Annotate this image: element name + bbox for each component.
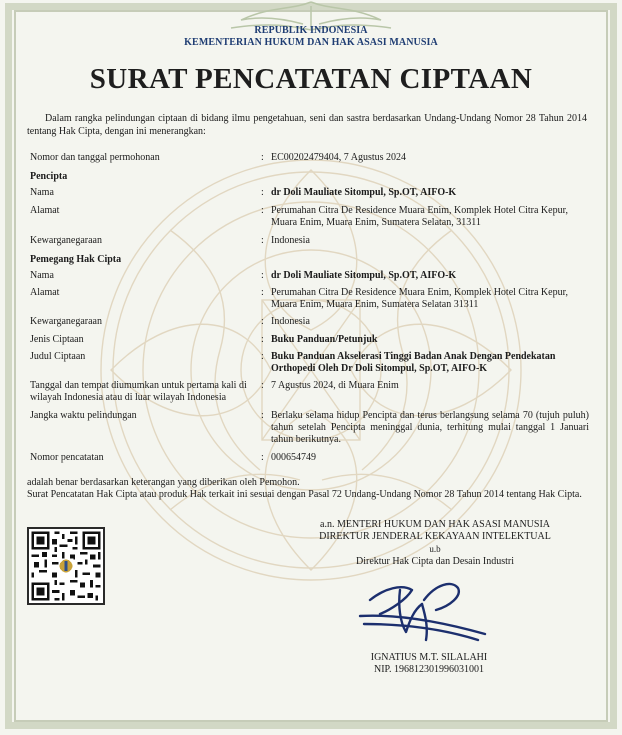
holder-address-label: Alamat (30, 287, 60, 298)
protection-label: Jangka waktu pelindungan (30, 410, 137, 421)
signatory-line-1: a.n. MENTERI HUKUM DAN HAK ASASI MANUSIA (320, 519, 550, 530)
holder-name-value: dr Doli Mauliate Sitompul, Sp.OT, AIFO-K (271, 270, 457, 281)
holder-citizenship-label: Kewarganegaraan (30, 316, 102, 327)
work-title-value: Buku Panduan Akselerasi Tinggi Badan Anak Dengan Pendekatan Orthopedi Oleh Dr Doli Sitompul, Sp.OT, AIFO-K (271, 351, 556, 374)
signatory-name: IGNATIUS M.T. SILALAHI (370, 652, 488, 663)
colon: : (261, 380, 264, 391)
work-type-value: Buku Panduan/Petunjuk (271, 334, 378, 345)
record-number-value: 000654749 (271, 452, 316, 463)
application-value: EC00202479404, 7 Agustus 2024 (271, 152, 407, 163)
work-type-label: Jenis Ciptaan (30, 334, 84, 345)
signatory-line-3: u.b (429, 544, 441, 554)
holder-address-value: Perumahan Citra De Residence Muara Enim, Komplek Hotel Citra Kepur, Muara Enim, Muara Enim, Sumatera Selatan 31311 (271, 287, 569, 310)
protection-value: Berlaku selama hidup Pencipta dan terus berlangsung selama 70 (tujuh puluh) tahun setelah Pencipta meninggal dunia, terhitung mulai tanggal 1 Januari tahun berikutnya. (271, 410, 589, 445)
signatory-nip: NIP. 196812301996031001 (373, 664, 484, 675)
creator-address-value: Perumahan Citra De Residence Muara Enim, Komplek Hotel Citra Kepur, Muara Enim, Muara Enim, Sumatera Selatan, 31311 (271, 205, 569, 228)
creator-citizenship-label: Kewarganegaraan (30, 235, 102, 246)
signatory-line-4: Direktur Hak Cipta dan Desain Industri (355, 556, 515, 567)
qr-code (27, 527, 105, 605)
signature-image (340, 570, 495, 650)
colon: : (261, 152, 264, 163)
creator-name-label: Nama (30, 187, 54, 198)
creator-citizenship-value: Indonesia (271, 235, 310, 246)
colon: : (261, 235, 264, 246)
colon: : (261, 316, 264, 327)
page-title: SURAT PENCATATAN CIPTAAN (89, 63, 533, 95)
colon: : (261, 351, 264, 362)
republic-heading: REPUBLIK INDONESIA (254, 25, 368, 36)
holder-citizenship-value: Indonesia (271, 316, 310, 327)
creator-address-label: Alamat (30, 205, 60, 216)
colon: : (261, 205, 264, 216)
legal-note-text: Surat Pencatatan Hak Cipta atau produk Hak terkait ini sesuai dengan Pasal 72 Undang-Undang Nomor 28 Tahun 2014 tentang Hak Cipta. (27, 489, 582, 500)
statement-text: adalah benar berdasarkan keterangan yang diberikan oleh Pemohon. (27, 477, 300, 488)
holder-heading: Pemegang Hak Cipta (30, 254, 122, 265)
signatory-line-2: DIREKTUR JENDERAL KEKAYAAN INTELEKTUAL (319, 531, 551, 542)
colon: : (261, 187, 264, 198)
holder-name-label: Nama (30, 270, 54, 281)
colon: : (261, 287, 264, 298)
colon: : (261, 270, 264, 281)
colon: : (261, 452, 264, 463)
record-number-label: Nomor pencatatan (30, 452, 104, 463)
ministry-heading: KEMENTERIAN HUKUM DAN HAK ASASI MANUSIA (184, 37, 438, 48)
announced-value: 7 Agustus 2024, di Muara Enim (271, 380, 399, 391)
qr-code-icon (29, 529, 103, 603)
creator-name-value: dr Doli Mauliate Sitompul, Sp.OT, AIFO-K (271, 187, 457, 198)
intro-paragraph: Dalam rangka pelindungan ciptaan di bidang ilmu pengetahuan, seni dan sastra berdasarkan Undang-Undang Nomor 28 Tahun 2014 tentang Hak Cipta, dengan ini menerangkan: (27, 113, 587, 137)
work-title-label: Judul Ciptaan (30, 351, 86, 362)
colon: : (261, 410, 264, 421)
colon: : (261, 334, 264, 345)
creator-heading: Pencipta (30, 171, 68, 182)
application-label: Nomor dan tanggal permohonan (30, 152, 160, 163)
announced-label: Tanggal dan tempat diumumkan untuk pertama kali di wilayah Indonesia atau di luar wilayah Indonesia (30, 380, 247, 403)
